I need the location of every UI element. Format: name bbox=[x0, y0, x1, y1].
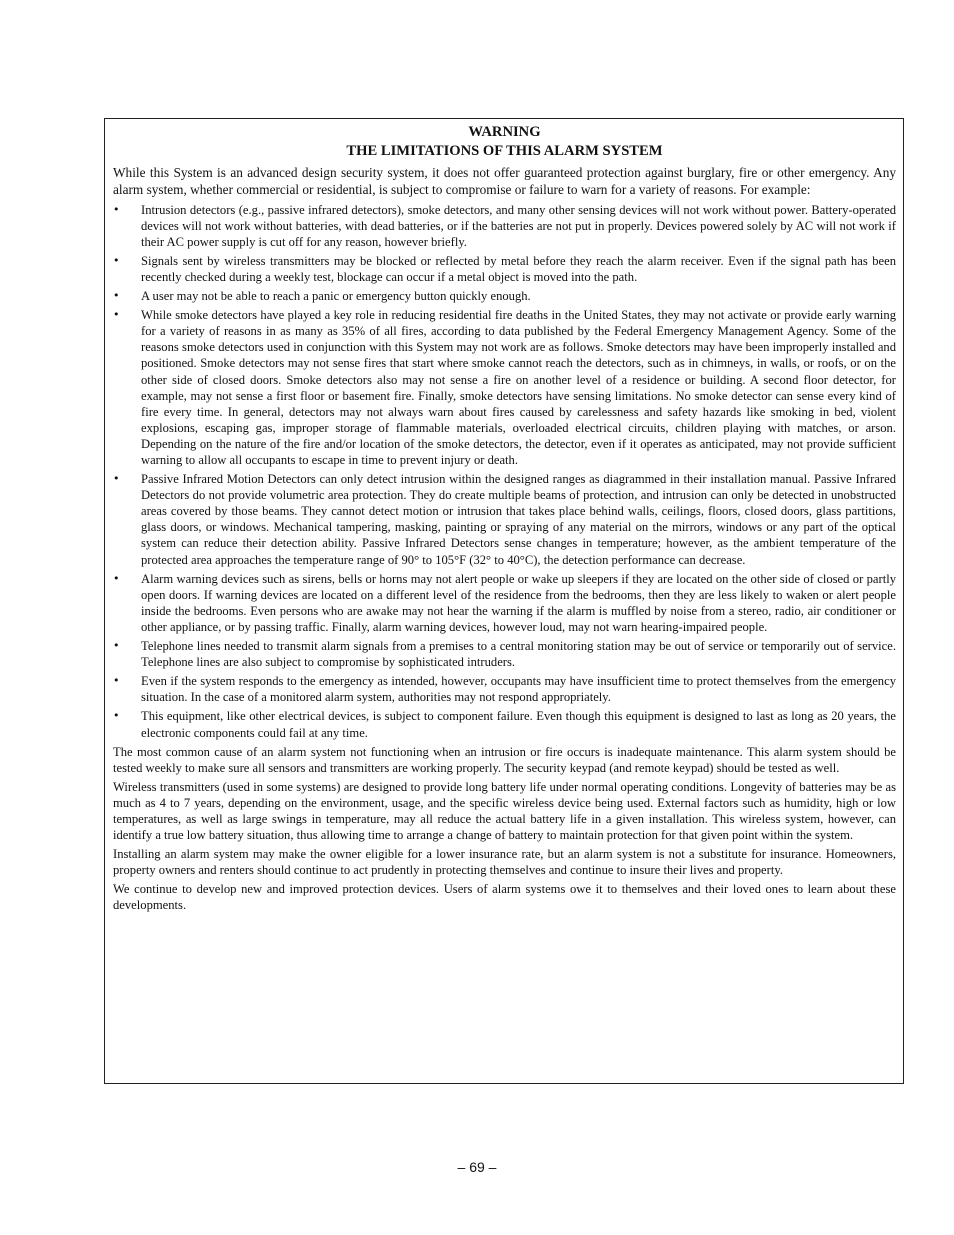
warning-title: WARNING bbox=[468, 124, 541, 140]
intro-paragraph: While this System is an advanced design security system, it does not offer guaranteed protection against burglary, fire or other emergency. Any alarm system, whether commercial or residential, is subject to compromise or failure to warn for a variety of reasons. For example: bbox=[113, 165, 896, 198]
list-item bbox=[113, 253, 896, 285]
list-item-text: Telephone lines needed to transmit alarm signals from a premises to a central monitoring station may be out of service or temporarily out of service. Telephone lines are also subject to compromise by sophisticated intruders. bbox=[141, 639, 896, 670]
bullet-icon: • bbox=[113, 202, 120, 216]
bullet-icon: • bbox=[113, 472, 120, 486]
insurance-paragraph: Installing an alarm system may make the owner eligible for a lower insurance rate, but an alarm system is not a substitute for insurance. Homeowners, property owners and renters should continue to act prudently in protecting themselves and continue to insure their lives and property. bbox=[113, 847, 896, 878]
list-item bbox=[113, 708, 896, 740]
list-item bbox=[113, 307, 896, 468]
list-item-text: Even if the system responds to the emergency as intended, however, occupants may have insufficient time to protect themselves from the emergency situation. In the case of a monitored alarm system, authorities may not respond appropriately. bbox=[141, 674, 896, 705]
list-item-text: This equipment, like other electrical devices, is subject to component failure. Even though this equipment is designed to last as long as 20 years, the electronic components could fail at any time. bbox=[141, 709, 896, 740]
warning-box bbox=[104, 118, 904, 1084]
list-item bbox=[113, 638, 896, 670]
maintenance-paragraph: The most common cause of an alarm system not functioning when an intrusion or fire occurs is inadequate maintenance. This alarm system should be tested weekly to make sure all sensors and transmitters are working properly. The security keypad (and remote keypad) should be tested as well. bbox=[113, 744, 896, 775]
list-item bbox=[113, 673, 896, 705]
limitations-list bbox=[113, 202, 896, 741]
development-paragraph: We continue to develop new and improved protection devices. Users of alarm systems owe it to themselves and their loved ones to learn about these developments. bbox=[113, 882, 896, 913]
list-item-text: Intrusion detectors (e.g., passive infrared detectors), smoke detectors, and many other sensing devices will not work without power. Battery-operated devices will not work without batteries, with dead batteries, or if the batteries are not put in properly. Devices powered solely by AC will not work if their AC power supply is cut off for any reason, however briefly. bbox=[141, 202, 896, 249]
list-item bbox=[113, 288, 896, 304]
bullet-icon: • bbox=[113, 674, 120, 688]
page-number: – 69 – bbox=[457, 1159, 497, 1175]
list-item bbox=[113, 571, 896, 635]
bullet-icon: • bbox=[113, 571, 120, 585]
list-item-text: Passive Infrared Motion Detectors can only detect intrusion within the designed ranges as diagrammed in their installation manual. Passive Infrared Detectors do not provide volumetric area protection. They do create multiple beams of protection, and intrusion can only be detected in unobstructed areas covered by those beams. They cannot detect motion or intrusion that takes place behind walls, ceilings, floors, closed doors, glass partitions, glass doors, or windows. Mechanical tampering, masking, painting or spraying of any material on the mirrors, windows or any part of the optical system can reduce their detection ability. Passive Infrared Detectors sense changes in temperature; however, as the ambient temperature of the protected area approaches the temperature range of 90° to 105°F (32° to 40°C), the detection performance can decrease. bbox=[141, 472, 896, 567]
bullet-icon: • bbox=[113, 253, 120, 267]
battery-paragraph: Wireless transmitters (used in some systems) are designed to provide long battery life under normal operating conditions. Longevity of batteries may be as much as 4 to 7 years, depending on the environment, usage, and the specific wireless device being used. External factors such as humidity, high or low temperatures, as well as large swings in temperature, may all reduce the actual battery life in a given installation. This wireless system, however, can identify a true low battery situation, thus allowing time to arrange a change of battery to maintain protection for that given point within the system. bbox=[113, 779, 896, 843]
list-item bbox=[113, 202, 896, 250]
list-item bbox=[113, 471, 896, 568]
bullet-icon: • bbox=[113, 308, 120, 322]
list-item-text: A user may not be able to reach a panic or emergency button quickly enough. bbox=[141, 289, 531, 304]
list-item-text: Signals sent by wireless transmitters may be blocked or reflected by metal before they reach the alarm receiver. Even if the signal path has been recently checked during a weekly test, blockage can occur if a metal object is moved into the path. bbox=[141, 253, 896, 284]
bullet-icon: • bbox=[113, 639, 120, 653]
bullet-icon: • bbox=[113, 289, 120, 303]
list-item-text: Alarm warning devices such as sirens, bells or horns may not alert people or wake up sleepers if they are located on the other side of closed or partly open doors. If warning devices are located on a different level of the residence from the bedrooms, then they are less likely to waken or alert people inside the bedrooms. Even persons who are awake may not hear the warning if the alarm is muffled by noise from a stereo, radio, air conditioner or other appliance, or by passing traffic. Finally, alarm warning devices, however loud, may not warn hearing-impaired people. bbox=[141, 571, 896, 634]
bullet-icon: • bbox=[113, 709, 120, 723]
list-item-text: While smoke detectors have played a key role in reducing residential fire deaths in the United States, they may not activate or provide early warning for a variety of reasons in as many as 35% of all fires, according to data published by the Federal Emergency Management Agency. Some of the reasons smoke detectors used in conjunction with this System may not work are as follows. Smoke detectors may have been improperly installed and positioned. Smoke detectors may not sense fires that start where smoke cannot reach the detectors, such as in chimneys, in walls, or roofs, or on the other side of closed doors. Smoke detectors also may not sense a fire on another level of a residence or building. A second floor detector, for example, may not sense a first floor or basement fire. Finally, smoke detectors have sensing limitations. No smoke detector can sense every kind of fire every time. In general, detectors may not always warn about fires caused by carelessness and safety hazards like smoking in bed, violent explosions, escaping gas, improper storage of flammable materials, overloaded electrical circuits, children playing with matches, or arson. Depending on the nature of the fire and/or location of the smoke detectors, the detector, even if it operates as anticipated, may not provide sufficient warning to allow all occupants to escape in time to prevent injury or death. bbox=[141, 308, 896, 467]
limitations-title: THE LIMITATIONS OF THIS ALARM SYSTEM bbox=[346, 143, 663, 159]
